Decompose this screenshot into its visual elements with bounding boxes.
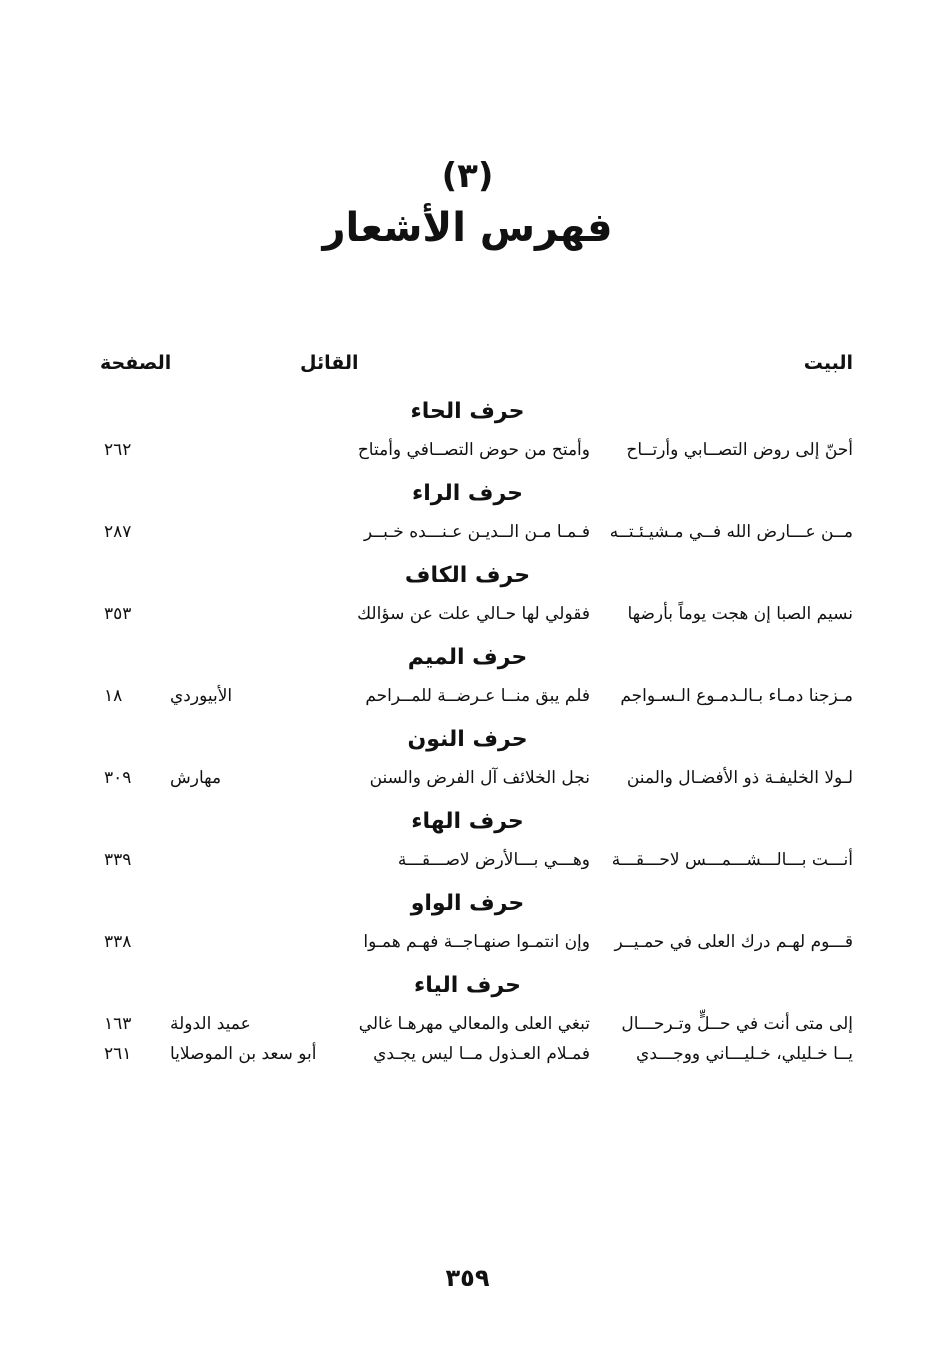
section-title: حرف الكاف (404, 563, 531, 588)
page-reference: ٣٠٩ (104, 768, 132, 788)
column-header-page: الصفحة (100, 352, 172, 374)
index-entry (0, 760, 935, 802)
page-reference: ٢٨٧ (104, 522, 132, 542)
verse-first-hemistich: قـــوم لهـم درك العلى في حمـيــر (614, 932, 853, 952)
index-entry (0, 678, 935, 720)
poet-name: الأبيوردي (170, 686, 233, 706)
verse-second-hemistich: فـمـا مـن الــديـن عـنـــده خـبــر (363, 522, 590, 542)
page-reference: ١٦٣ (104, 1014, 132, 1034)
verse-second-hemistich: وهـــي بـــالأرض لاصـــقـــة (397, 850, 590, 870)
verse-second-hemistich: تبغي العلى والمعالي مهرهـا غالي (358, 1014, 590, 1034)
page-reference: ٣٣٩ (104, 850, 132, 870)
index-entry (0, 514, 935, 556)
page-number: ٣٥٩ (445, 1264, 490, 1292)
index-entry (0, 924, 935, 966)
section-title: حرف الحاء (410, 399, 525, 424)
poet-name: مهارش (170, 768, 222, 788)
verse-first-hemistich: مــن عـــارض الله فــي مـشيـئـتــه (609, 522, 853, 542)
verse-second-hemistich: فمـلام العـذول مــا ليس يجـدي (373, 1044, 590, 1064)
chapter-number: (٣) (441, 156, 494, 196)
page-reference: ٢٦١ (104, 1044, 132, 1064)
verse-second-hemistich: فلم يبق منــا عـرضــة للمــراحم (365, 686, 590, 706)
section-title: حرف الراء (411, 481, 524, 506)
section-title: حرف الهاء (411, 809, 524, 834)
verse-first-hemistich: لـولا الخليفـة ذو الأفضـال والمنن (626, 768, 853, 788)
verse-first-hemistich: إلى متى أنت في حــلٍّ وتـرحـــال (621, 1014, 853, 1034)
index-entry (0, 432, 935, 474)
poet-name: عميد الدولة (170, 1014, 251, 1034)
index-entry (0, 1006, 935, 1036)
verse-first-hemistich: أحنّ إلى روض التصــابي وأرتــاح (626, 440, 853, 460)
page-reference: ٣٥٣ (104, 604, 132, 624)
verse-first-hemistich: يــا خـليلي، خـليـــاني ووجـــدي (636, 1044, 853, 1064)
column-header-poet: القائل (300, 352, 359, 374)
poet-name: أبو سعد بن الموصلايا (170, 1044, 317, 1064)
page-reference: ٢٦٢ (104, 440, 132, 460)
section-title: حرف الياء (413, 973, 522, 998)
page-reference: ١٨ (104, 686, 123, 706)
column-header-verse: البيت (803, 352, 853, 374)
page-reference: ٣٣٨ (104, 932, 132, 952)
page-title: فهرس الأشعار (322, 205, 613, 251)
verse-first-hemistich: نسيم الصبا إن هجت يوماً بأرضها (627, 604, 853, 624)
verse-first-hemistich: مـزجنا دمـاء بـالـدمـوع الـسـواجم (620, 686, 853, 706)
index-entry (0, 842, 935, 884)
verse-second-hemistich: فقولي لها حـالي علت عن سؤالك (357, 604, 590, 624)
section-title: حرف الواو (410, 891, 525, 916)
index-entry (0, 596, 935, 638)
verse-first-hemistich: أنـــت بـــالـــشـــمـــس لاحـــقـــة (611, 850, 853, 870)
verse-second-hemistich: نجل الخلائف آل الفرض والسنن (369, 768, 590, 788)
section-title: حرف النون (407, 727, 528, 752)
verse-second-hemistich: وإن انتمـوا صنهـاجــة فهـم همـوا (363, 932, 590, 952)
section-title: حرف الميم (407, 645, 528, 670)
verse-second-hemistich: وأمتح من حوض التصــافي وأمتاح (357, 440, 590, 460)
index-entry (0, 1036, 935, 1078)
poetry-index-list (0, 392, 935, 1078)
